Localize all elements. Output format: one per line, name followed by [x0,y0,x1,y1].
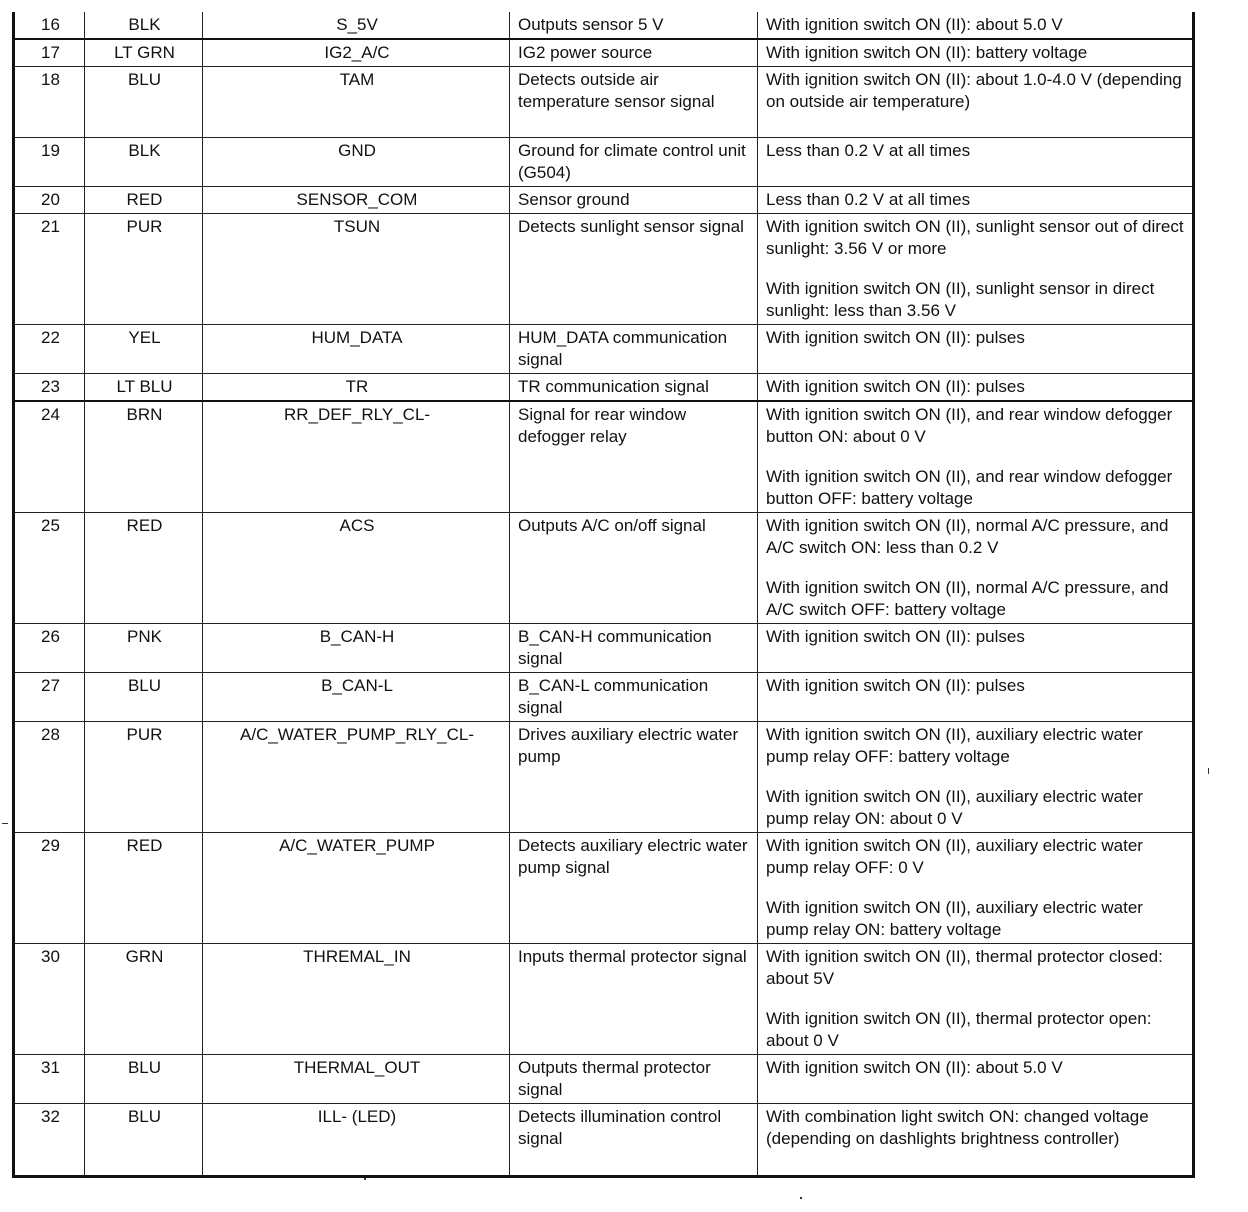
condition-text: With ignition switch ON (II), auxiliary electric water pump relay OFF: battery voltage [766,725,1143,766]
test-conditions [758,214,1194,325]
condition-text: Less than 0.2 V at all times [766,190,971,209]
test-conditions [758,673,1194,722]
condition-text: With ignition switch ON (II): about 1.0-4.0 V (depending on outside air temperature) [766,70,1182,111]
test-conditions [758,1055,1194,1104]
description: Sensor ground [510,187,758,214]
terminal-sign: TR [203,374,510,402]
description: Detects auxiliary electric water pump signal [510,833,758,944]
terminal-sign: S_5V [203,12,510,39]
description: Detects outside air temperature sensor signal [510,67,758,138]
terminal-sign: ACS [203,513,510,624]
test-conditions [758,624,1194,673]
table-row [14,12,1194,39]
test-conditions [758,401,1194,513]
terminal-sign: B_CAN-H [203,624,510,673]
test-conditions [758,374,1194,402]
pin-number: 27 [14,673,85,722]
description: HUM_DATA communication signal [510,325,758,374]
condition-text: With ignition switch ON (II): about 5.0 V [766,1058,1063,1077]
description: TR communication signal [510,374,758,402]
description: Detects sunlight sensor signal [510,214,758,325]
wire-color: LT BLU [85,374,203,402]
terminal-sign: THREMAL_IN [203,944,510,1055]
wire-color: BLU [85,673,203,722]
condition-text: With ignition switch ON (II), sunlight sensor out of direct sunlight: 3.56 V or more [766,217,1184,258]
wire-color: GRN [85,944,203,1055]
condition-text: With ignition switch ON (II), thermal protector closed: about 5V [766,947,1163,988]
pin-number: 32 [14,1104,85,1177]
condition-text: With ignition switch ON (II): about 5.0 V [766,15,1063,34]
table-row [14,1055,1194,1104]
pin-number: 18 [14,67,85,138]
table-row [14,1104,1194,1177]
description: Outputs sensor 5 V [510,12,758,39]
description: Outputs A/C on/off signal [510,513,758,624]
pin-number: 28 [14,722,85,833]
table-row [14,833,1194,944]
terminal-sign: HUM_DATA [203,325,510,374]
wire-color: LT GRN [85,39,203,67]
condition-text: With ignition switch ON (II), auxiliary electric water pump relay ON: battery voltage [766,898,1143,939]
wire-color: BLU [85,1104,203,1177]
wire-color: RED [85,513,203,624]
wire-color: YEL [85,325,203,374]
terminal-sign: TAM [203,67,510,138]
condition-text: Less than 0.2 V at all times [766,141,971,160]
condition-text: With ignition switch ON (II), thermal protector open: about 0 V [766,1009,1152,1050]
description: Inputs thermal protector signal [510,944,758,1055]
condition-text: With ignition switch ON (II): pulses [766,328,1025,347]
terminal-sign: RR_DEF_RLY_CL- [203,401,510,513]
description: Detects illumination control signal [510,1104,758,1177]
wire-color: BLK [85,12,203,39]
description: IG2 power source [510,39,758,67]
pin-number: 24 [14,401,85,513]
condition-text: With ignition switch ON (II), sunlight sensor in direct sunlight: less than 3.56 V [766,279,1155,320]
terminal-sign: THERMAL_OUT [203,1055,510,1104]
terminal-sign: ILL- (LED) [203,1104,510,1177]
wire-color: BRN [85,401,203,513]
condition-text: With ignition switch ON (II), normal A/C pressure, and A/C switch ON: less than 0.2 V [766,516,1169,557]
pin-number: 25 [14,513,85,624]
wire-color: RED [85,187,203,214]
terminal-table-body [14,12,1194,1177]
terminal-sign: SENSOR_COM [203,187,510,214]
pin-number: 29 [14,833,85,944]
margin-dot [800,1197,802,1199]
table-row [14,401,1194,513]
terminal-sign: TSUN [203,214,510,325]
test-conditions [758,833,1194,944]
table-row [14,673,1194,722]
test-conditions [758,325,1194,374]
pin-number: 26 [14,624,85,673]
condition-text: With ignition switch ON (II), auxiliary electric water pump relay OFF: 0 V [766,836,1143,877]
pin-number: 23 [14,374,85,402]
margin-tick [1208,768,1209,774]
test-conditions [758,944,1194,1055]
margin-dot [364,1178,366,1180]
table-row [14,513,1194,624]
wire-color: BLU [85,67,203,138]
wire-color: RED [85,833,203,944]
table-row [14,214,1194,325]
pin-number: 21 [14,214,85,325]
terminal-sign: A/C_WATER_PUMP [203,833,510,944]
terminal-sign: A/C_WATER_PUMP_RLY_CL- [203,722,510,833]
table-row [14,187,1194,214]
condition-text: With ignition switch ON (II), normal A/C pressure, and A/C switch OFF: battery voltage [766,578,1169,619]
condition-text: With ignition switch ON (II), and rear window defogger button ON: about 0 V [766,405,1173,446]
pin-number: 30 [14,944,85,1055]
condition-text: With ignition switch ON (II), auxiliary electric water pump relay ON: about 0 V [766,787,1143,828]
table-row [14,138,1194,187]
terminal-sign: GND [203,138,510,187]
wire-color: PNK [85,624,203,673]
pin-number: 31 [14,1055,85,1104]
condition-text: With combination light switch ON: changed voltage (depending on dashlights brightness controller) [766,1107,1149,1148]
pin-number: 20 [14,187,85,214]
condition-text: With ignition switch ON (II): battery voltage [766,43,1088,62]
table-row [14,325,1194,374]
condition-text: With ignition switch ON (II): pulses [766,377,1025,396]
test-conditions [758,39,1194,67]
condition-text: With ignition switch ON (II): pulses [766,627,1025,646]
description: Drives auxiliary electric water pump [510,722,758,833]
wire-color: PUR [85,722,203,833]
table-row [14,722,1194,833]
pin-number: 19 [14,138,85,187]
table-row [14,374,1194,402]
test-conditions [758,722,1194,833]
description: Signal for rear window defogger relay [510,401,758,513]
table-row [14,624,1194,673]
description: B_CAN-L communication signal [510,673,758,722]
test-conditions [758,67,1194,138]
pin-number: 16 [14,12,85,39]
terminal-table [12,12,1195,1178]
pin-number: 22 [14,325,85,374]
description: B_CAN-H communication signal [510,624,758,673]
test-conditions [758,138,1194,187]
wire-color: BLK [85,138,203,187]
terminal-sign: B_CAN-L [203,673,510,722]
table-row [14,39,1194,67]
condition-text: With ignition switch ON (II): pulses [766,676,1025,695]
test-conditions [758,1104,1194,1177]
condition-text: With ignition switch ON (II), and rear window defogger button OFF: battery voltage [766,467,1173,508]
terminal-sign: IG2_A/C [203,39,510,67]
test-conditions [758,12,1194,39]
margin-tick [2,823,8,824]
description: Outputs thermal protector signal [510,1055,758,1104]
pin-number: 17 [14,39,85,67]
wire-color: BLU [85,1055,203,1104]
table-row [14,67,1194,138]
test-conditions [758,513,1194,624]
test-conditions [758,187,1194,214]
table-row [14,944,1194,1055]
description: Ground for climate control unit (G504) [510,138,758,187]
wire-color: PUR [85,214,203,325]
